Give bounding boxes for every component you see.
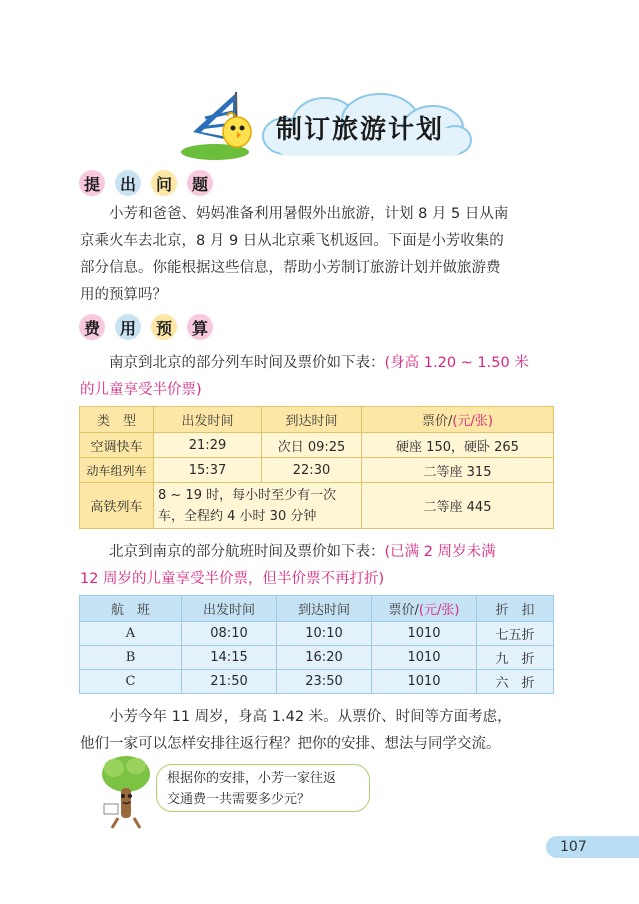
flight-intro-text: 北京到南京的部分航班时间及票价如下表： <box>109 544 385 560</box>
table-header-row <box>80 407 554 433</box>
page-title: 制订旅游计划 <box>275 114 444 145</box>
intro-line: 部分信息。你能根据这些信息，帮助小芳制订旅游计划并做旅游费 <box>80 260 501 276</box>
discount: 九 折 <box>477 646 554 670</box>
flight-code: A <box>80 622 182 646</box>
header-price <box>362 407 554 433</box>
flight-code: B <box>80 646 182 670</box>
train-type: 空调快车 <box>80 433 154 458</box>
train-intro-text: 南京到北京的部分列车时间及票价如下表： <box>109 355 385 371</box>
heading-char: 提 <box>79 170 105 196</box>
table-row <box>80 458 554 483</box>
page-number: 107 <box>560 839 587 855</box>
train-schedule-table <box>79 406 554 529</box>
header-price-label: 票价/ <box>388 603 419 618</box>
ticket-price: 1010 <box>372 670 477 694</box>
ticket-price: 二等座 445 <box>362 483 554 529</box>
table-row <box>80 622 554 646</box>
header-discount: 折 扣 <box>477 596 554 622</box>
high-speed-schedule <box>154 483 362 529</box>
header-price-label: 票价/ <box>422 414 453 429</box>
bubble-line: 交通费一共需要多少元？ <box>167 792 311 807</box>
ticket-price: 硬座 150，硬卧 265 <box>362 433 554 458</box>
flight-child-note: (已满 2 周岁未满 <box>384 544 496 560</box>
question-line: 他们一家可以怎样安排往返行程？把你的安排、想法与同学交流。 <box>80 736 501 752</box>
section-heading-pose-question <box>79 170 213 198</box>
arrive-time: 10:10 <box>277 622 372 646</box>
intro-line: 小芳和爸爸、妈妈准备利用暑假外出旅游，计划 8 月 5 日从南 <box>109 206 509 222</box>
ticket-price: 1010 <box>372 622 477 646</box>
heading-char: 用 <box>115 314 141 340</box>
arrive-time: 次日 09:25 <box>262 433 362 458</box>
train-child-note: (身高 1.20 ~ 1.50 米 <box>384 355 529 371</box>
depart-time: 21:29 <box>154 433 262 458</box>
table-row <box>80 433 554 458</box>
heading-char: 算 <box>187 314 213 340</box>
header-arrive: 到达时间 <box>277 596 372 622</box>
header-price-unit: (元/张) <box>452 414 493 429</box>
header-type: 类 型 <box>80 407 154 433</box>
question-paragraph <box>80 704 560 758</box>
depart-time: 15:37 <box>154 458 262 483</box>
heading-char: 预 <box>151 314 177 340</box>
ticket-price: 二等座 315 <box>362 458 554 483</box>
train-type: 动车组列车 <box>80 458 154 483</box>
table-row <box>80 646 554 670</box>
schedule-line: 8 ~ 19 时，每小时至少有一次 <box>158 487 337 503</box>
schedule-line: 车，全程约 4 小时 30 分钟 <box>158 508 317 524</box>
heading-char: 问 <box>151 170 177 196</box>
train-type: 高铁列车 <box>80 483 154 529</box>
train-intro <box>80 350 560 404</box>
header-depart: 出发时间 <box>182 596 277 622</box>
arrive-time: 23:50 <box>277 670 372 694</box>
title-container <box>250 98 470 156</box>
ticket-price: 1010 <box>372 646 477 670</box>
section-heading-cost-budget <box>79 314 213 342</box>
table-row <box>80 483 554 529</box>
table-row <box>80 670 554 694</box>
flight-schedule-table <box>79 595 554 694</box>
page-number-tab <box>546 836 639 858</box>
intro-line: 用的预算吗？ <box>80 287 167 303</box>
train-child-note-line2: 的儿童享受半价票) <box>80 382 202 398</box>
header-arrive: 到达时间 <box>262 407 362 433</box>
depart-time: 21:50 <box>182 670 277 694</box>
header-price-unit: (元/张) <box>418 603 460 618</box>
heading-char: 题 <box>187 170 213 196</box>
discount: 七五折 <box>477 622 554 646</box>
heading-char: 费 <box>79 314 105 340</box>
discount: 六 折 <box>477 670 554 694</box>
speech-bubble <box>156 764 370 812</box>
flight-code: C <box>80 670 182 694</box>
flight-intro <box>80 539 560 593</box>
table-header-row <box>80 596 554 622</box>
intro-paragraph <box>80 201 560 309</box>
header-price <box>372 596 477 622</box>
question-line: 小芳今年 11 周岁，身高 1.42 米。从票价、时间等方面考虑， <box>109 709 512 725</box>
heading-char: 出 <box>115 170 141 196</box>
bubble-line: 根据你的安排，小芳一家往返 <box>167 771 337 786</box>
depart-time: 08:10 <box>182 622 277 646</box>
tree-mascot-icon <box>96 752 156 832</box>
flight-child-note-line2: 12 周岁的儿童享受半价票，但半价票不再打折) <box>80 571 385 587</box>
header-flight: 航 班 <box>80 596 182 622</box>
arrive-time: 22:30 <box>262 458 362 483</box>
arrive-time: 16:20 <box>277 646 372 670</box>
intro-line: 京乘火车去北京，8 月 9 日从北京乘飞机返回。下面是小芳收集的 <box>80 233 504 249</box>
header-depart: 出发时间 <box>154 407 262 433</box>
depart-time: 14:15 <box>182 646 277 670</box>
